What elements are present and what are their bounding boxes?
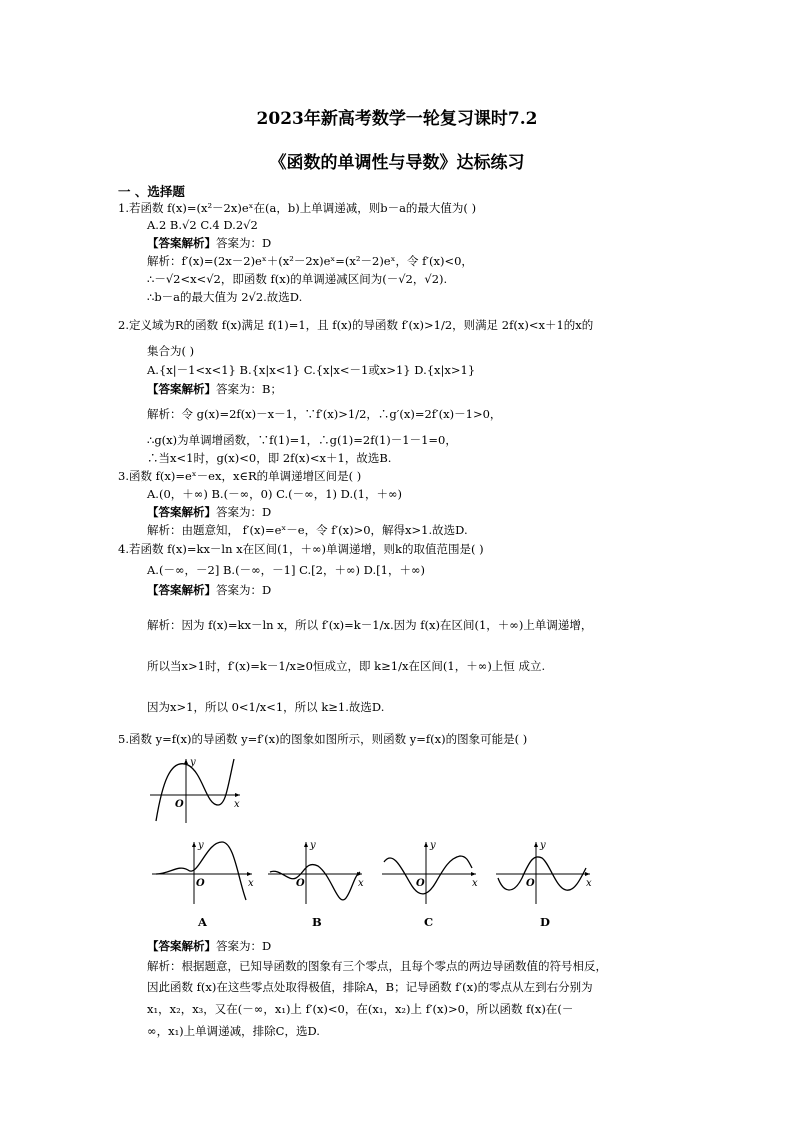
q5-solution-1: 解析：根据题意，已知导函数的图象有三个零点，且每个零点的两边导函数值的符号相反， — [147, 959, 607, 973]
q3-solution-1: 解析：由题意知， f′(x)=eˣ－e，令 f′(x)>0，解得x>1.故选D. — [147, 523, 468, 537]
option-graph-a — [150, 838, 258, 908]
answer-tag: 【答案解析】 — [147, 382, 216, 396]
q1-solution-1: 解析：f′(x)=(2x－2)eˣ＋(x²－2x)eˣ=(x²－2)eˣ，令 f′(x)<0， — [147, 254, 473, 268]
answer-value: 答案为：D — [216, 236, 272, 250]
q1-solution-3: ∴b－a的最大值为 2√2.故选D. — [147, 290, 303, 304]
svg-text:O: O — [416, 878, 425, 889]
svg-text:y: y — [540, 840, 546, 851]
q4-solution-1: 解析：因为 f(x)=kx－ln x，所以 f′(x)=k－1/x.因为 f(x)在区间(1，＋∞)上单调递增， — [147, 618, 593, 632]
q2-stem-cont: 集合为( ) — [147, 344, 195, 358]
option-label-d: D — [540, 915, 550, 929]
q5-solution-4: ∞，x₁)上单调递减，排除C，选D. — [147, 1024, 320, 1038]
q2-options: A.{x|－1<x<1} B.{x|x<1} C.{x|x<－1或x>1} D.{x|x>1} — [147, 363, 476, 377]
answer-tag: 【答案解析】 — [147, 236, 216, 250]
q2-solution-1: 解析：令 g(x)=2f(x)－x－1，∵f′(x)>1/2，∴g′(x)=2f′(x)－1>0， — [147, 407, 502, 421]
svg-text:O: O — [526, 878, 535, 889]
derivative-graph — [148, 755, 243, 825]
svg-text:O: O — [175, 799, 184, 810]
answer-value: 答案为：B； — [216, 382, 282, 396]
q4-answer — [147, 583, 271, 598]
answer-tag: 【答案解析】 — [147, 505, 216, 519]
q2-answer — [147, 382, 282, 397]
answer-tag: 【答案解析】 — [147, 939, 216, 953]
svg-text:x: x — [234, 799, 240, 810]
q3-stem: 3.函数 f(x)=eˣ－ex，x∈R的单调递增区间是( ) — [118, 469, 362, 483]
q1-options: A.2 B.√2 C.4 D.2√2 — [147, 218, 258, 232]
svg-text:y: y — [430, 840, 436, 851]
answer-value: 答案为：D — [216, 583, 272, 597]
option-graph-d — [494, 838, 594, 908]
svg-text:x: x — [586, 878, 592, 889]
page-subtitle: 《函数的单调性与导数》达标练习 — [269, 153, 525, 173]
page-title: 2023年新高考数学一轮复习课时7.2 — [256, 109, 538, 129]
svg-text:y: y — [198, 840, 204, 851]
option-graph-c — [380, 838, 480, 908]
q1-solution-2: ∴－√2<x<√2，即函数 f(x)的单调递减区间为(－√2，√2). — [147, 272, 448, 286]
svg-text:y: y — [190, 757, 196, 768]
svg-text:y: y — [310, 840, 316, 851]
svg-text:x: x — [472, 878, 478, 889]
svg-text:x: x — [358, 878, 364, 889]
option-label-b: B — [312, 915, 322, 929]
answer-value: 答案为：D — [216, 939, 272, 953]
q1-answer — [147, 236, 271, 251]
svg-text:O: O — [296, 878, 305, 889]
q4-options: A.(－∞，－2] B.(－∞，－1] C.[2，＋∞) D.[1，＋∞) — [147, 563, 426, 577]
option-label-c: C — [424, 915, 434, 929]
answer-tag: 【答案解析】 — [147, 583, 216, 597]
q1-stem: 1.若函数 f(x)=(x²－2x)eˣ在(a，b)上单调递减，则b－a的最大值为( ) — [118, 201, 477, 215]
q4-solution-2: 所以当x>1时，f′(x)=k－1/x≥0恒成立，即 k≥1/x在区间(1，＋∞)上恒 成立. — [147, 659, 546, 673]
q2-stem: 2.定义域为R的函数 f(x)满足 f(1)=1，且 f(x)的导函数 f′(x)>1/2，则满足 2f(x)<x＋1的x的 — [118, 318, 594, 332]
option-graph-b — [266, 838, 366, 908]
q5-solution-3: x₁，x₂，x₃，又在(－∞，x₁)上 f′(x)<0，在(x₁，x₂)上 f′(x)>0，所以函数 f(x)在(－ — [147, 1002, 574, 1016]
q3-options: A.(0，＋∞) B.(－∞，0) C.(－∞，1) D.(1，＋∞) — [147, 487, 403, 501]
q4-solution-3: 因为x>1，所以 0<1/x<1，所以 k≥1.故选D. — [147, 700, 385, 714]
q5-solution-2: 因此函数 f(x)在这些零点处取得极值，排除A，B；记导函数 f′(x)的零点从左到右分别为 — [147, 980, 593, 994]
svg-text:O: O — [196, 878, 205, 889]
q2-solution-2: ∴g(x)为单调增函数，∵f(1)=1，∴g(1)=2f(1)－1－1=0， — [147, 433, 457, 447]
q3-answer — [147, 505, 271, 520]
option-label-a: A — [198, 915, 207, 929]
section-heading: 一 、选择题 — [118, 184, 185, 199]
svg-text:x: x — [248, 878, 254, 889]
q4-stem: 4.若函数 f(x)=kx－ln x在区间(1，＋∞)单调递增，则k的取值范围是( ) — [118, 542, 484, 556]
answer-value: 答案为：D — [216, 505, 272, 519]
q5-answer — [147, 939, 271, 954]
q5-stem: 5.函数 y=f(x)的导函数 y=f′(x)的图象如图所示，则函数 y=f(x)的图象可能是( ) — [118, 732, 528, 746]
q2-solution-3: ∴当x<1时，g(x)<0，即 2f(x)<x＋1，故选B. — [147, 451, 392, 465]
